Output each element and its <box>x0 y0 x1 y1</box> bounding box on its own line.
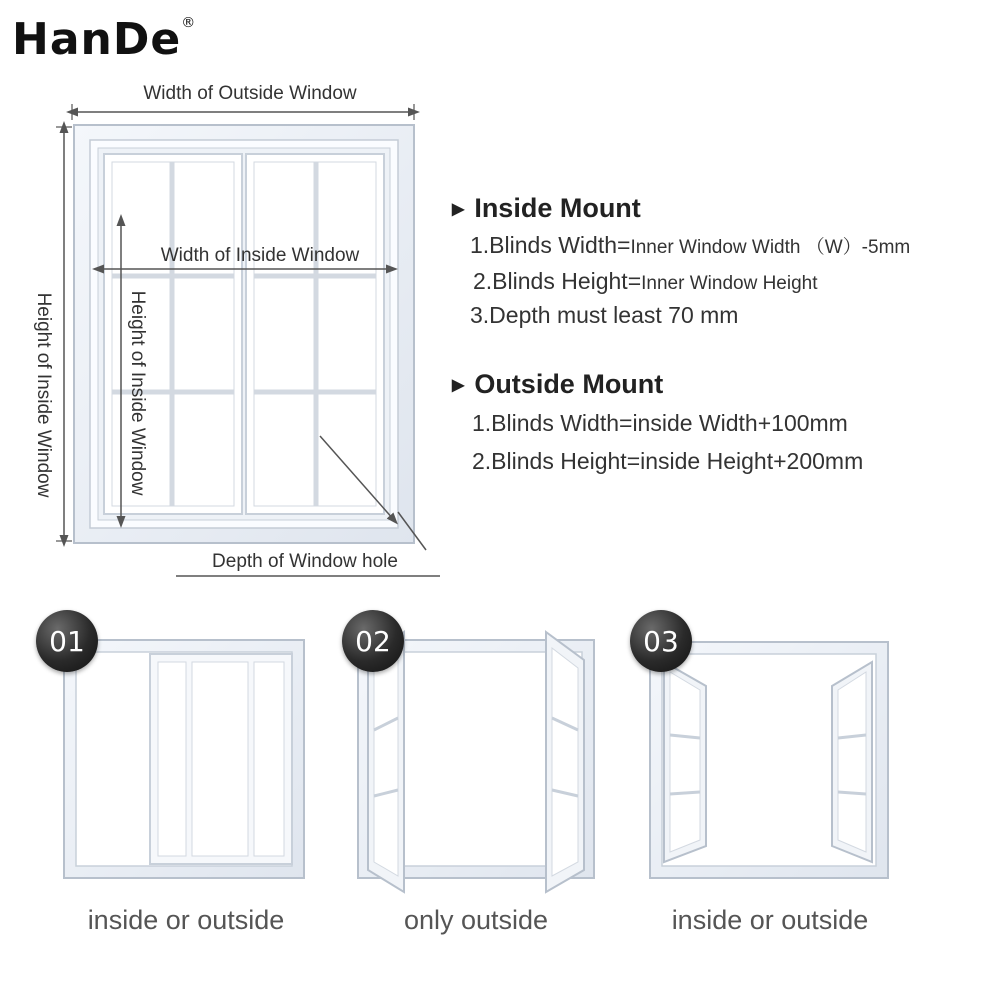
caption-03: inside or outside <box>671 905 869 935</box>
outside-mount-title: Outside Mount <box>474 369 664 399</box>
inside-line3-text: 3.Depth must least 70 mm <box>470 302 739 328</box>
window-type-01-illustration <box>64 640 304 878</box>
height-outside-label: Height of Inside Window <box>33 292 54 498</box>
registered-mark: ® <box>181 15 197 31</box>
badge-02: 02 <box>342 610 404 672</box>
outside-mount-line-1 <box>472 410 848 437</box>
caption-02: only outside <box>403 905 549 935</box>
window-type-03-illustration <box>650 642 888 878</box>
inside-mount-line-1 <box>470 232 910 259</box>
window-type-02-illustration <box>358 632 594 892</box>
outside-line1-text: 1.Blinds Width=inside Width+100mm <box>472 410 848 436</box>
inside-mount-title: Inside Mount <box>474 193 641 223</box>
badge-03: 03 <box>630 610 692 672</box>
triangle-bullet-icon: ▶ <box>452 201 465 218</box>
height-inside-label: Height of Inside Window <box>127 290 148 496</box>
inside-mount-line-2 <box>473 268 818 295</box>
badge-01: 01 <box>36 610 98 672</box>
outside-line2-text: 2.Blinds Height=inside Height+200mm <box>472 448 864 474</box>
caption-01: inside or outside <box>87 905 285 935</box>
brand-name: HanDe <box>12 14 182 65</box>
inside-line2-formula: 2.Blinds Height= <box>473 268 642 294</box>
right-window-sash <box>246 154 384 514</box>
triangle-bullet-icon: ▶ <box>452 377 465 394</box>
depth-label: Depth of Window hole <box>212 551 398 572</box>
inside-mount-heading <box>452 193 641 224</box>
inside-line2-value: Inner Window Height <box>641 273 818 294</box>
outside-mount-heading <box>452 369 663 400</box>
inside-line1-value: Inner Window Width （W）-5mm <box>630 237 911 258</box>
left-window-sash <box>104 154 242 514</box>
inside-mount-line-3 <box>470 302 738 329</box>
inside-line1-formula: 1.Blinds Width= <box>470 232 631 258</box>
width-outside-label: Width of Outside Window <box>143 83 357 104</box>
outside-mount-line-2 <box>472 448 863 475</box>
width-inside-label: Width of Inside Window <box>160 245 360 266</box>
